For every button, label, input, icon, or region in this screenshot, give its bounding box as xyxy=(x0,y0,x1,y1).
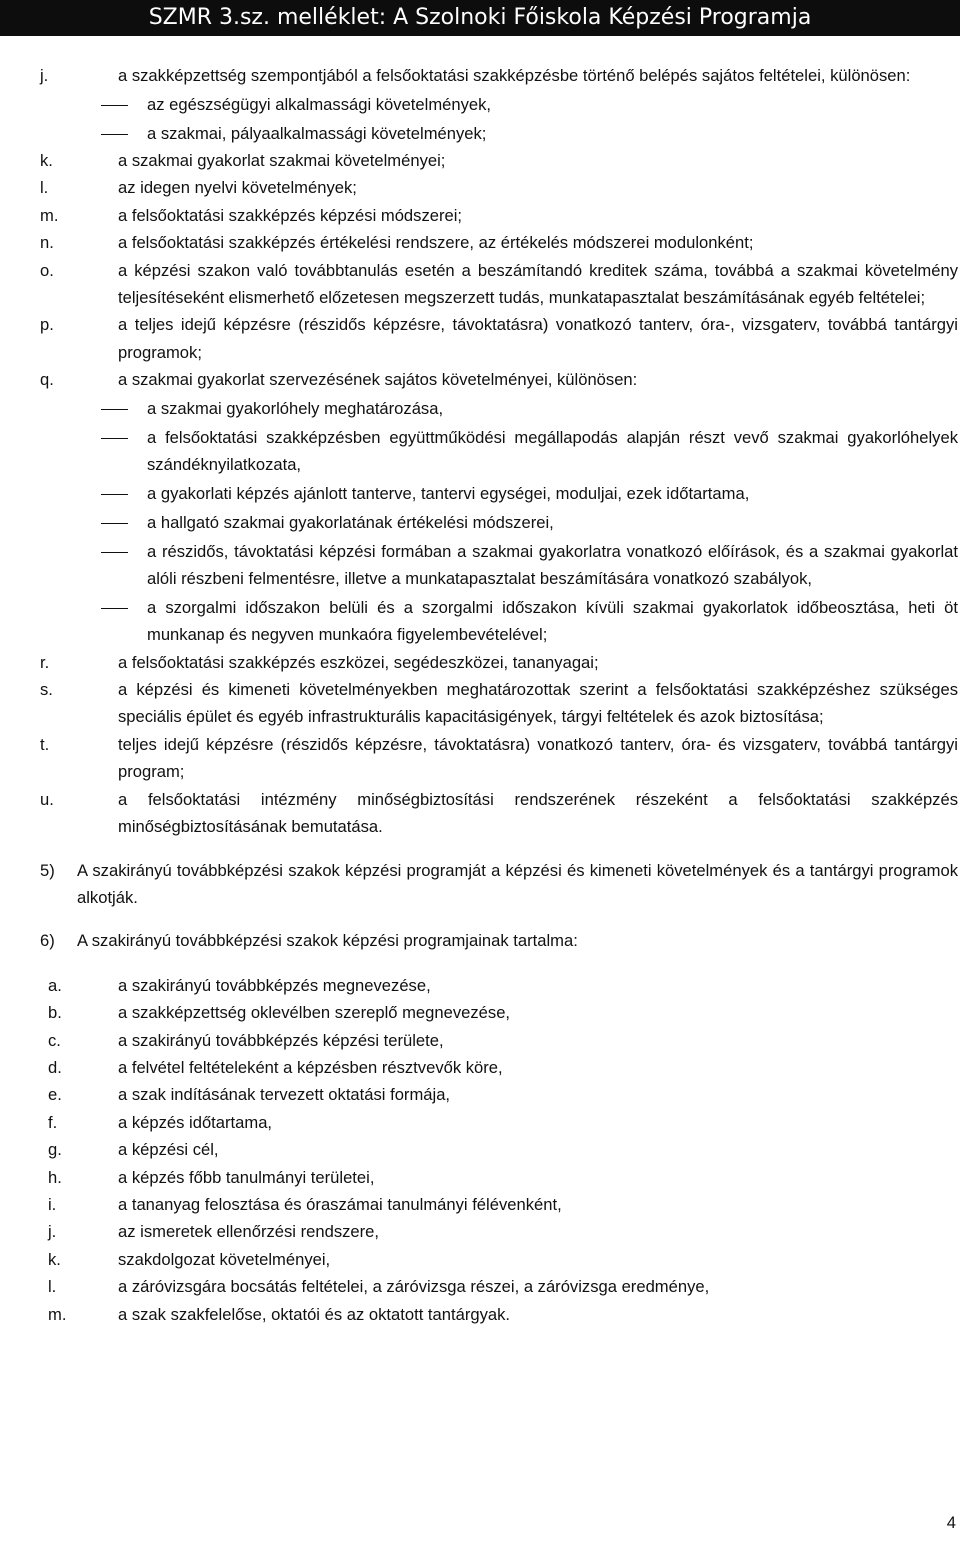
list-item-label: k. xyxy=(40,151,53,170)
list-item-text: a képzési és kimeneti követelményekben meghatározottak szerint a felsőoktatási szakképzéshez szükséges speciális épület és egyéb infrastrukturális kapacitásigények, tárgyi feltételek és azok biztosítása; xyxy=(118,680,958,727)
list-item-label: o. xyxy=(40,260,54,280)
list-item-label: a. xyxy=(48,975,62,995)
list-item-text: a képzés főbb tanulmányi területei, xyxy=(118,1167,375,1187)
list-item-text: a felsőoktatási szakképzés eszközei, segédeszközei, tananyagai; xyxy=(118,652,599,672)
list-item-label: l. xyxy=(48,1277,57,1297)
list-item-text: a képzés időtartama, xyxy=(118,1112,273,1132)
list-item-label: c. xyxy=(48,1030,61,1050)
list-item-text: a képzési cél, xyxy=(118,1140,219,1160)
page-number: 4 xyxy=(946,1513,956,1532)
list-item-label: h. xyxy=(48,1167,62,1187)
list-item xyxy=(40,972,958,999)
list-item-label: u. xyxy=(40,789,54,809)
dash-bullet-icon xyxy=(101,134,128,135)
list-item-label: d. xyxy=(48,1057,62,1077)
list-item xyxy=(40,1246,958,1273)
list-item-label: q. xyxy=(40,370,54,390)
list-item-text: a szakképzettség szempontjából a felsőoktatási szakképzésbe történő belépés sajátos feltételei, különösen: xyxy=(118,66,911,85)
list-item-text: a szakmai gyakorlat szakmai követelményei; xyxy=(118,151,446,170)
list-item xyxy=(40,649,958,676)
list-item xyxy=(40,786,958,841)
list-item xyxy=(40,1081,958,1108)
list-item-text: a felvétel feltételeként a képzésben résztvevők köre, xyxy=(118,1057,503,1077)
list-item-label: j. xyxy=(48,1222,57,1242)
bullet-item xyxy=(40,538,958,593)
requirements-list xyxy=(40,62,958,841)
bullet-item xyxy=(40,120,958,147)
point-5-label: 5) xyxy=(40,860,55,880)
list-item-label: j. xyxy=(40,66,49,85)
dash-bullet-icon xyxy=(101,494,128,495)
bullet-item xyxy=(40,424,958,479)
list-item xyxy=(40,1164,958,1191)
header-title: SZMR 3.sz. melléklet: A Szolnoki Főiskola Képzési Programja xyxy=(148,5,812,30)
list-item-label: n. xyxy=(40,233,54,253)
list-item-text: a szakirányú továbbképzés képzési területe, xyxy=(118,1030,444,1050)
list-item-label: k. xyxy=(48,1249,61,1269)
list-item xyxy=(40,202,958,229)
list-item-label: g. xyxy=(48,1140,62,1160)
list-item xyxy=(40,1191,958,1218)
point-6-label: 6) xyxy=(40,931,55,951)
list-item-text: a szakirányú továbbképzés megnevezése, xyxy=(118,975,431,995)
bullet-item xyxy=(40,91,958,118)
bullet-item xyxy=(40,395,958,422)
document-header xyxy=(0,0,960,36)
dash-bullet-icon xyxy=(101,409,128,410)
list-item xyxy=(40,147,958,174)
list-item xyxy=(40,676,958,731)
bullet-item xyxy=(40,594,958,649)
dash-bullet-icon xyxy=(101,438,128,439)
program-content-list xyxy=(40,972,958,1328)
bullet-text: a részidős, távoktatási képzési formában a szakmai gyakorlatra vonatkozó előírások, és a szakmai gyakorlat alóli részbeni felmentésre, illetve a munkatapasztalat beszámítására vonatkozó szabályok, xyxy=(147,541,958,589)
list-item-text: a felsőoktatási intézmény minőségbiztosítási rendszerének részeként a felsőoktatási szakképzés minőségbiztosításának bemutatása. xyxy=(118,789,958,837)
list-item-label: p. xyxy=(40,315,54,335)
bullet-text: az egészségügyi alkalmassági követelmények, xyxy=(147,94,492,114)
list-item-text: a felsőoktatási szakképzés képzési módszerei; xyxy=(118,205,463,225)
bullet-item xyxy=(40,480,958,507)
list-item xyxy=(40,1301,958,1328)
dash-bullet-icon xyxy=(101,552,128,553)
list-item xyxy=(40,1054,958,1081)
list-item xyxy=(40,311,958,366)
list-item xyxy=(40,366,958,393)
list-item-text: az ismeretek ellenőrzési rendszere, xyxy=(118,1222,380,1242)
list-item-text: a záróvizsgára bocsátás feltételei, a záróvizsga részei, a záróvizsga eredménye, xyxy=(118,1277,710,1297)
list-item-text: a szak szakfelelőse, oktatói és az oktatott tantárgyak. xyxy=(118,1304,511,1324)
dash-bullet-icon xyxy=(101,105,128,106)
list-item-text: a képzési szakon való továbbtanulás esetén a beszámítandó kreditek száma, továbbá a szakmai követelmény teljesítéseként elismerhető előzetesen megszerzett tudás, munkatapasztalat beszámításának egyéb feltételei; xyxy=(118,260,958,308)
point-5 xyxy=(40,857,958,912)
point-6-text: A szakirányú továbbképzési szakok képzési programjainak tartalma: xyxy=(77,931,578,951)
bullet-text: a szorgalmi időszakon belüli és a szorgalmi időszakon kívüli szakmai gyakorlatok időbeosztása, heti öt munkanap és negyven munkaóra figyelembevételével; xyxy=(147,597,958,645)
bullet-item xyxy=(40,509,958,536)
list-item-text: a teljes idejű képzésre (részidős képzésre, távoktatásra) vonatkozó tanterv, óra-, vizsgaterv, továbbá tantárgyi programok; xyxy=(118,315,958,362)
list-item xyxy=(40,174,958,201)
list-item-text: a szakmai gyakorlat szervezésének sajátos követelményei, különösen: xyxy=(118,370,638,390)
list-item xyxy=(40,257,958,312)
list-item xyxy=(40,1027,958,1054)
list-item xyxy=(40,999,958,1026)
list-item-label: b. xyxy=(48,1003,62,1023)
list-item-label: m. xyxy=(40,205,59,225)
point-5-text: A szakirányú továbbképzési szakok képzési programját a képzési és kimeneti követelmények és a tantárgyi programok alkotják. xyxy=(77,860,958,907)
list-item xyxy=(40,731,958,786)
list-item-label: l. xyxy=(40,178,49,198)
bullet-text: a felsőoktatási szakképzésben együttműködési megállapodás alapján részt vevő szakmai gyakorlóhelyek szándéknyilatkozata, xyxy=(147,427,958,475)
point-6 xyxy=(40,927,958,954)
dash-bullet-icon xyxy=(101,523,128,524)
list-item-text: a felsőoktatási szakképzés értékelési rendszere, az értékelés módszerei modulonként; xyxy=(118,233,754,253)
bullet-text: a hallgató szakmai gyakorlatának értékelési módszerei, xyxy=(147,512,554,532)
list-item-text: az idegen nyelvi követelmények; xyxy=(118,178,357,198)
bullet-text: a gyakorlati képzés ajánlott tanterve, tantervi egységei, moduljai, ezek időtartama, xyxy=(147,484,750,504)
list-item-text: a tananyag felosztása és óraszámai tanulmányi félévenként, xyxy=(118,1194,562,1214)
list-item xyxy=(40,62,958,89)
list-item xyxy=(40,1136,958,1163)
list-item xyxy=(40,1109,958,1136)
bullet-text: a szakmai, pályaalkalmassági követelmények; xyxy=(147,123,487,143)
list-item xyxy=(40,1218,958,1245)
document-body xyxy=(40,62,958,1328)
list-item-label: s. xyxy=(40,680,53,700)
list-item-text: szakdolgozat követelményei, xyxy=(118,1249,331,1269)
list-item xyxy=(40,229,958,256)
list-item xyxy=(40,1273,958,1300)
dash-bullet-icon xyxy=(101,608,128,609)
list-item-label: r. xyxy=(40,652,50,672)
list-item-label: f. xyxy=(48,1112,58,1132)
list-item-label: t. xyxy=(40,734,50,754)
list-item-label: i. xyxy=(48,1194,57,1214)
list-item-text: a szak indításának tervezett oktatási formája, xyxy=(118,1085,451,1105)
list-item-text: teljes idejű képzésre (részidős képzésre, távoktatásra) vonatkozó tanterv, óra- és vizsgaterv, továbbá tantárgyi program; xyxy=(118,734,958,782)
bullet-text: a szakmai gyakorlóhely meghatározása, xyxy=(147,399,444,419)
list-item-label: m. xyxy=(48,1304,67,1324)
list-item-label: e. xyxy=(48,1085,62,1105)
list-item-text: a szakképzettség oklevélben szereplő megnevezése, xyxy=(118,1003,511,1023)
